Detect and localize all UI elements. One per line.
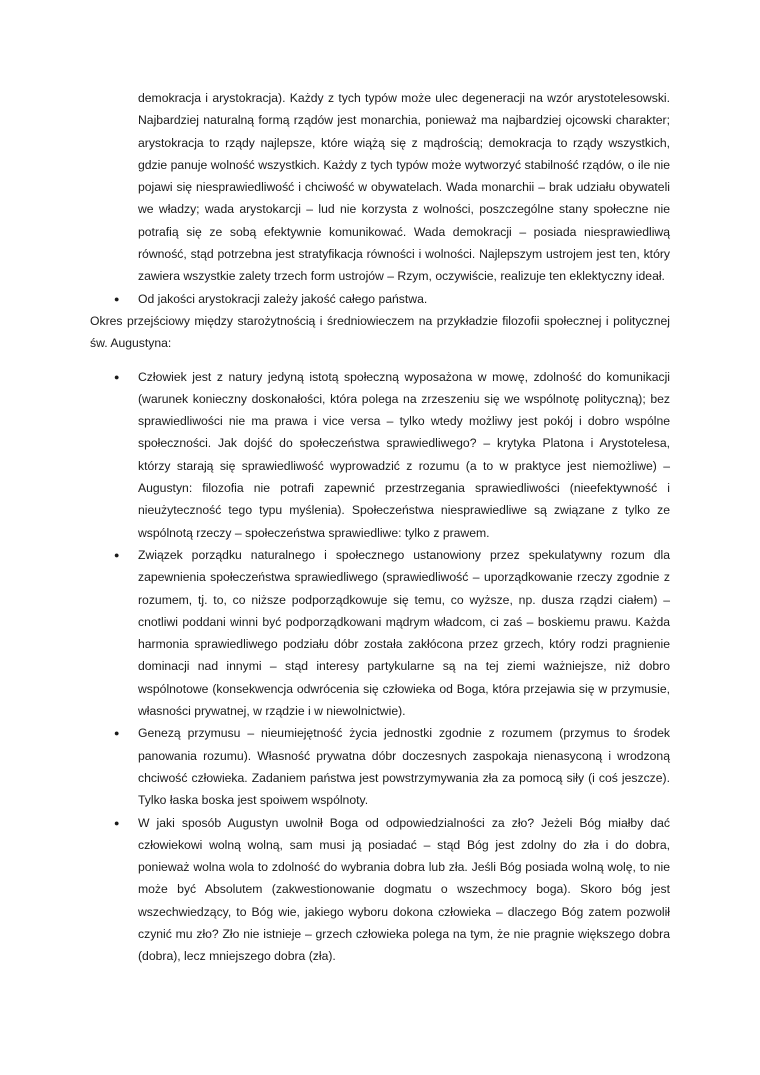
list-item-text: Od jakości arystokracji zależy jakość całego państwa. <box>138 291 428 306</box>
list-item <box>114 812 670 968</box>
list-item <box>114 544 670 722</box>
bullet-icon: ● <box>114 817 120 828</box>
list-item <box>114 722 670 811</box>
list-item-text: Związek porządku naturalnego i społecznego ustanowiony przez spekulatywny rozum dla zapewnienia społeczeństwa sprawiedliwego (sprawiedliwość – uporządkowanie rzeczy zgodnie z rozumem, tj. to, co niższe podporządkowuje się temu, co wyższe, np. dusza rządzi ciałem) – cnotliwi poddani winni być podporządkowani mądrym władcom, ci zaś – boskiemu prawu. Każda harmonia sprawiedliwego podziału dóbr została zakłócona przez grzech, który rodzi pragnienie dominacji nad innymi – stąd interesy partykularne są na tej ziemi ważniejsze, niż dobro wspólnotowe (konsekwencja odwrócenia się człowieka od Boga, która przejawia się w przymusie, własności prywatnej, w rządzie i w niewolnictwie). <box>138 547 670 719</box>
list-item <box>114 288 670 310</box>
list-item <box>114 366 670 544</box>
bullet-icon: ● <box>114 549 120 560</box>
bullet-icon: ● <box>114 293 120 304</box>
bullet-icon: ● <box>114 728 120 739</box>
bullet-icon: ● <box>114 371 120 382</box>
page-content <box>90 87 670 968</box>
list-item-text: Człowiek jest z natury jedyną istotą społeczną wyposażona w mowę, zdolność do komunikacji (warunek konieczny doskonałości, która polega na zrzeszeniu się we wspólnotę polityczną); bez sprawiedliwości nie ma prawa i vice versa – tylko wtedy możliwy jest pokój i dobro wspólne społeczności. Jak dojść do społeczeństwa sprawiedliwego? – krytyka Platona i Arystotelesa, którzy starają się sprawiedliwość wyprowadzić z rozumu (a to w praktyce jest niemożliwe) – Augustyn: filozofia nie potrafi zapewnić przestrzegania sprawiedliwości (nieefektywność i nieużyteczność tego typu myślenia). Społeczeństwa niesprawiedliwe są związane z tylko ze wspólnotą rzeczy – społeczeństwa sprawiedliwe: tylko z prawem. <box>138 369 670 540</box>
list-item-text: W jaki sposób Augustyn uwolnił Boga od odpowiedzialności za zło? Jeżeli Bóg miałby dać człowiekowi wolną wolną, sam musi ją posiadać – stąd Bóg jest zdolny do zła i do dobra, ponieważ wolna wola to zdolność do wybrania dobra lub zła. Jeśli Bóg posiada wolną wolę, to nie może być Absolutem (zakwestionowanie dogmatu o wszechmocy boga). Skoro bóg jest wszechwiedzący, to Bóg wie, jakiego wyboru dokona człowieka – dlaczego Bóg zatem pozwolił czynić mu zło? Zło nie istnieje – grzech człowieka polega na tym, że nie pragnie większego dobra (dobra), lecz mniejszego dobra (zła). <box>138 815 670 964</box>
continuation-paragraph: demokracja i arystokracja). Każdy z tych typów może ulec degeneracji na wzór arystotelesowski. Najbardziej naturalną formą rządów jest monarchia, ponieważ ma najbardziej ojcowski charakter; arystokracja to rządy najlepsze, które wiążą się z mądrością; demokracja to rządy wszystkich, gdzie panuje wolność wszystkich. Każdy z tych typów może wytworzyć stabilność rządów, o ile nie pojawi się niesprawiedliwość i chciwość w obywatelach. Wada monarchii – brak udziału obywateli we władzy; wada arystokarcji – lud nie korzysta z wolności, poszczególne stany społeczne nie potrafią się ze sobą efektywnie komunikować. Wada demokracji – posiada niesprawiedliwą równość, stąd potrzebna jest stratyfikacja równości i wolności. Najlepszym ustrojem jest ten, który zawiera wszystkie zalety trzech form ustrojów – Rzym, oczywiście, realizuje ten eklektyczny ideał. <box>138 91 670 284</box>
intro-paragraph: Okres przejściowy między starożytnością i średniowieczem na przykładzie filozofii społecznej i politycznej św. Augustyna: <box>90 313 670 351</box>
spacer <box>90 355 670 366</box>
list-item-text: Genezą przymusu – nieumiejętność życia jednostki zgodnie z rozumem (przymus to środek panowania rozumu). Własność prywatna dóbr doczesnych zaspokaja nienasyconą i wrodzoną chciwość człowieka. Zadaniem państwa jest powstrzymywania zła za pomocą siły (i coś jeszcze). Tylko łaska boska jest spoiwem wspólnoty. <box>138 726 670 808</box>
